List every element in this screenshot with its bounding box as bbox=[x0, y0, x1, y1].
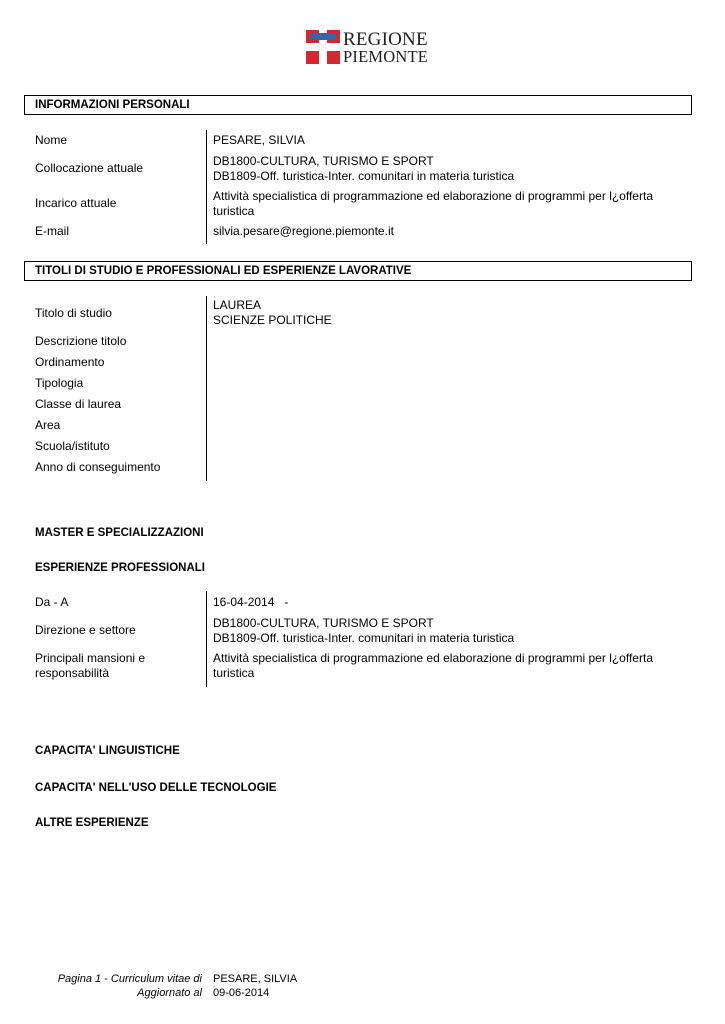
footer-page-value: PESARE, SILVIA bbox=[213, 973, 298, 985]
tech-heading: CAPACITA' NELL'USO DELLE TECNOLOGIE bbox=[35, 782, 277, 794]
label-area: Area bbox=[35, 418, 61, 432]
label-descrizione: Descrizione titolo bbox=[35, 334, 127, 348]
experience-heading: ESPERIENZE PROFESSIONALI bbox=[35, 562, 205, 574]
other-heading: ALTRE ESPERIENZE bbox=[35, 817, 149, 829]
label-direzione: Direzione e settore bbox=[35, 623, 136, 637]
value-da-a: 16-04-2014 - bbox=[213, 595, 289, 609]
footer-updated-value: 09-06-2014 bbox=[213, 987, 270, 999]
studies-divider bbox=[206, 296, 207, 481]
value-nome: PESARE, SILVIA bbox=[213, 133, 305, 147]
value-collocazione: DB1800-CULTURA, TURISMO E SPORT DB1809-Off. turistica-Inter. comunitari in materia turistica bbox=[213, 154, 515, 183]
value-email: silvia.pesare@regione.piemonte.it bbox=[213, 224, 394, 238]
label-ordinamento: Ordinamento bbox=[35, 355, 105, 369]
value-mansioni: Attività specialistica di programmazione ed elaborazione di programmi per l¿offerta turistica bbox=[213, 651, 653, 680]
value-direzione: DB1800-CULTURA, TURISMO E SPORT DB1809-Off. turistica-Inter. comunitari in materia turistica bbox=[213, 616, 515, 645]
footer-page-label: Pagina 1 - Curriculum vitae di bbox=[57, 973, 202, 985]
label-nome: Nome bbox=[35, 133, 68, 147]
regione-piemonte-logo bbox=[306, 29, 429, 66]
piemonte-flag-icon bbox=[306, 30, 340, 64]
label-email: E-mail bbox=[35, 224, 70, 238]
label-anno: Anno di conseguimento bbox=[35, 460, 161, 474]
value-incarico: Attività specialistica di programmazione ed elaborazione di programmi per l¿offerta turistica bbox=[213, 189, 653, 218]
label-mansioni: Principali mansioni e responsabilità bbox=[35, 651, 146, 680]
personal-divider bbox=[206, 130, 207, 244]
footer-updated-label: Aggiornato al bbox=[137, 987, 202, 999]
label-collocazione: Collocazione attuale bbox=[35, 161, 144, 175]
logo-line2: PIEMONTE bbox=[343, 47, 429, 66]
label-tipologia: Tipologia bbox=[35, 376, 84, 390]
value-titolo: LAUREA SCIENZE POLITICHE bbox=[213, 298, 332, 327]
studies-heading: TITOLI DI STUDIO E PROFESSIONALI ED ESPERIENZE LAVORATIVE bbox=[24, 261, 692, 281]
logo-line1: REGIONE bbox=[343, 29, 428, 50]
label-titolo: Titolo di studio bbox=[35, 306, 112, 320]
label-incarico: Incarico attuale bbox=[35, 196, 117, 210]
label-da-a: Da - A bbox=[35, 595, 69, 609]
label-classe: Classe di laurea bbox=[35, 397, 122, 411]
languages-heading: CAPACITA' LINGUISTICHE bbox=[35, 745, 180, 757]
experience-divider bbox=[206, 591, 207, 687]
master-heading: MASTER E SPECIALIZZAZIONI bbox=[35, 527, 204, 539]
personal-info-heading: INFORMAZIONI PERSONALI bbox=[24, 95, 692, 115]
label-scuola: Scuola/istituto bbox=[35, 439, 110, 453]
